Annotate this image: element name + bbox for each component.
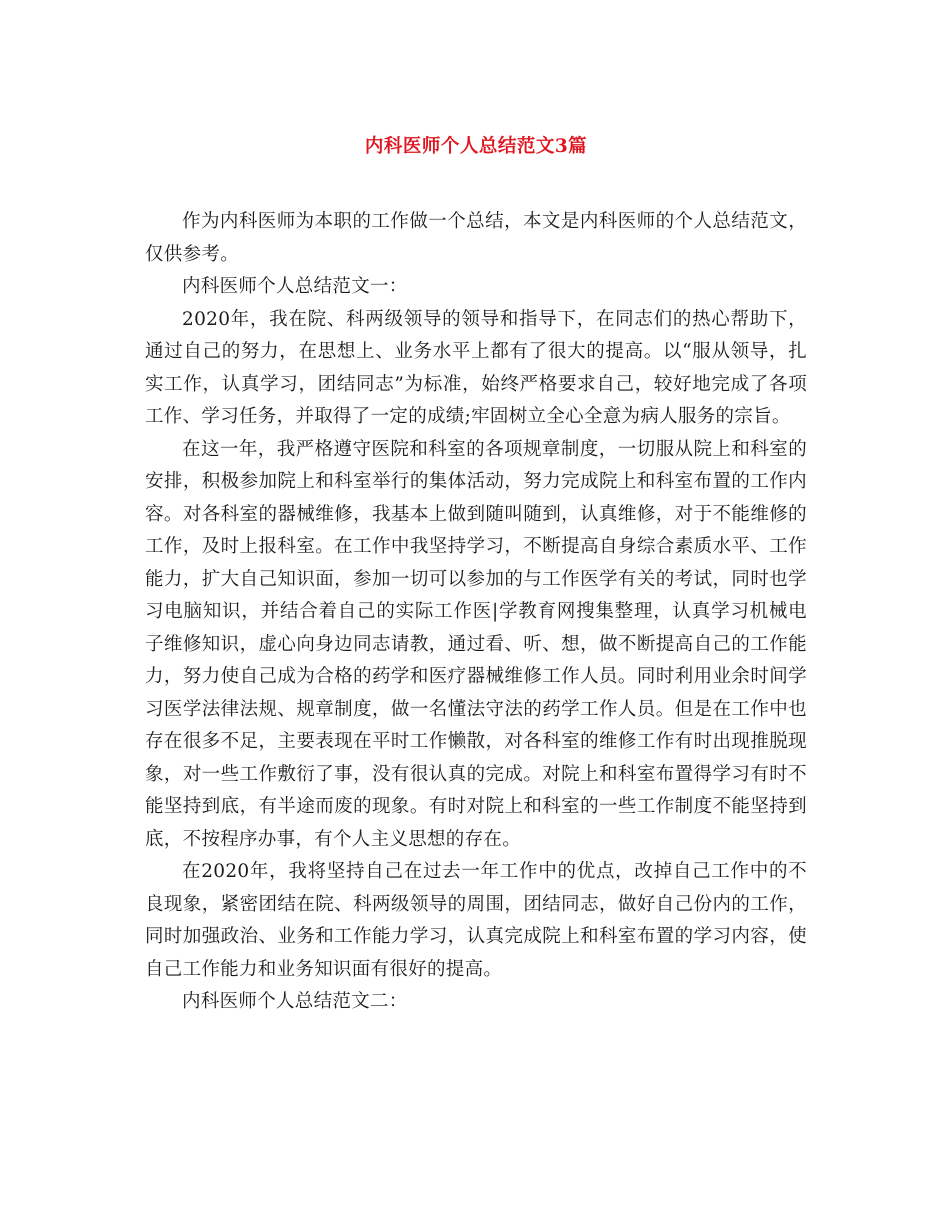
paragraph: 在2020年，我将坚持自己在过去一年工作中的优点，改掉自己工作中的不良现象，紧密团结在院、科两级领导的周围，团结同志，做好自己份内的工作，同时加强政治、业务和工作能力学习，认真完成院上和科室布置的学习内容，使自己工作能力和业务知识面有很好的提高。 [145, 861, 807, 980]
paragraph-intro: 作为内科医师为本职的工作做一个总结，本文是内科医师的个人总结范文，仅供参考。 [145, 211, 807, 265]
document-body [145, 206, 807, 1019]
document-title: 内科医师个人总结范文3篇 [364, 136, 588, 157]
paragraph: 2020年，我在院、科两级领导的领导和指导下，在同志们的热心帮助下，通过自己的努力，在思想上、业务水平上都有了很大的提高。以“服从领导，扎实工作，认真学习，团结同志”为标准，始终严格要求自己，较好地完成了各项工作、学习任务，并取得了一定的成绩;牢固树立全心全意为病人服务的宗旨。 [145, 308, 807, 427]
section-heading-two: 内科医师个人总结范文二： [182, 991, 408, 1012]
section-heading-one: 内科医师个人总结范文一： [182, 276, 408, 297]
paragraph: 在这一年，我严格遵守医院和科室的各项规章制度，一切服从院上和科室的安排，积极参加院上和科室举行的集体活动，努力完成院上和科室布置的工作内容。对各科室的器械维修，我基本上做到随叫随到，认真维修，对于不能维修的工作，及时上报科室。在工作中我坚持学习，不断提高自身综合素质水平、工作能力，扩大自己知识面，参加一切可以参加的与工作医学有关的考试，同时也学习电脑知识，并结合着自己的实际工作医|学教育网搜集整理，认真学习机械电子维修知识，虚心向身边同志请教，通过看、听、想，做不断提高自己的工作能力，努力使自己成为合格的药学和医疗器械维修工作人员。同时利用业余时间学习医学法律法规、规章制度，做一名懂法守法的药学工作人员。但是在工作中也存在很多不足，主要表现在平时工作懒散，对各科室的维修工作有时出现推脱现象，对一些工作敷衍了事，没有很认真的完成。对院上和科室布置得学习有时不能坚持到底，有半途而废的现象。有时对院上和科室的一些工作制度不能坚持到底，不按程序办事，有个人主义思想的存在。 [145, 438, 807, 850]
